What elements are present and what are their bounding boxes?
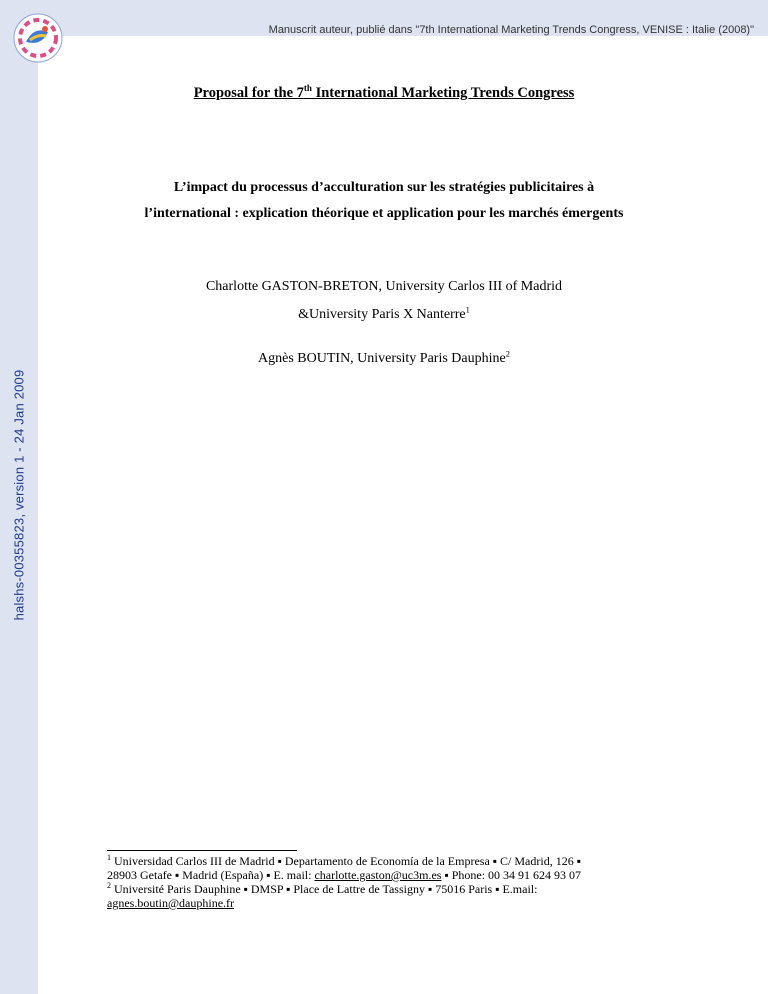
paper-title-line1: L’impact du processus d’acculturation sur les stratégies publicitaires à <box>173 180 595 195</box>
footnote-1-mark: 1 <box>107 853 111 862</box>
hal-identifier: halshs-00355823, version 1 - 24 Jan 2009 <box>11 369 27 621</box>
footnote-1-text: Universidad Carlos III de Madrid ▪ Departamento de Economía de la Empresa ▪ C/ Madrid, 126 ▪ <box>111 854 581 868</box>
hal-archive-logo-icon <box>12 12 64 64</box>
proposal-sup: th <box>303 83 312 94</box>
footnote-2-text: Université Paris Dauphine ▪ DMSP ▪ Place de Lattre de Tassigny ▪ 75016 Paris ▪ E.mail: <box>111 882 538 896</box>
footnote-divider <box>107 850 297 851</box>
footnote-1-line1 <box>107 854 667 868</box>
proposal-prefix: Proposal for the 7 <box>193 85 304 101</box>
footnote-2-email-link[interactable]: agnes.boutin@dauphine.fr <box>107 896 235 910</box>
footnote-1-email-link[interactable]: charlotte.gaston@uc3m.es <box>314 868 442 882</box>
manuscript-header: Manuscrit auteur, publié dans "7th International Marketing Trends Congress, VENISE : Italie (2008)" <box>268 24 754 36</box>
proposal-suffix: International Marketing Trends Congress <box>311 85 575 101</box>
footnote-1-address: 28903 Getafe ▪ Madrid (España) ▪ E. mail: <box>107 868 315 882</box>
footnote-ref-1: 1 <box>465 304 470 315</box>
footnote-1-phone: ▪ Phone: 00 34 91 624 93 07 <box>441 868 582 882</box>
hal-sidebar <box>0 0 38 994</box>
author2-name: Agnès BOUTIN, University Paris Dauphine <box>258 351 506 366</box>
footnote-2-mark: 2 <box>107 881 111 890</box>
footnote-ref-2: 2 <box>505 348 510 359</box>
author2 <box>0 348 768 367</box>
footnote-1-line2 <box>107 868 667 882</box>
footnote-2-line1 <box>107 882 667 896</box>
author1-line2 <box>0 304 768 323</box>
header-bar <box>38 0 768 36</box>
author1-line1: Charlotte GASTON-BRETON, University Carlos III of Madrid <box>205 279 563 294</box>
paper-title-line2: l’international : explication théorique et application pour les marchés émergents <box>144 206 624 221</box>
author1-affiliation: &University Paris X Nanterre <box>298 307 466 322</box>
proposal-heading <box>0 85 768 102</box>
footnote-2-line2 <box>107 896 667 910</box>
footnotes <box>107 854 667 910</box>
